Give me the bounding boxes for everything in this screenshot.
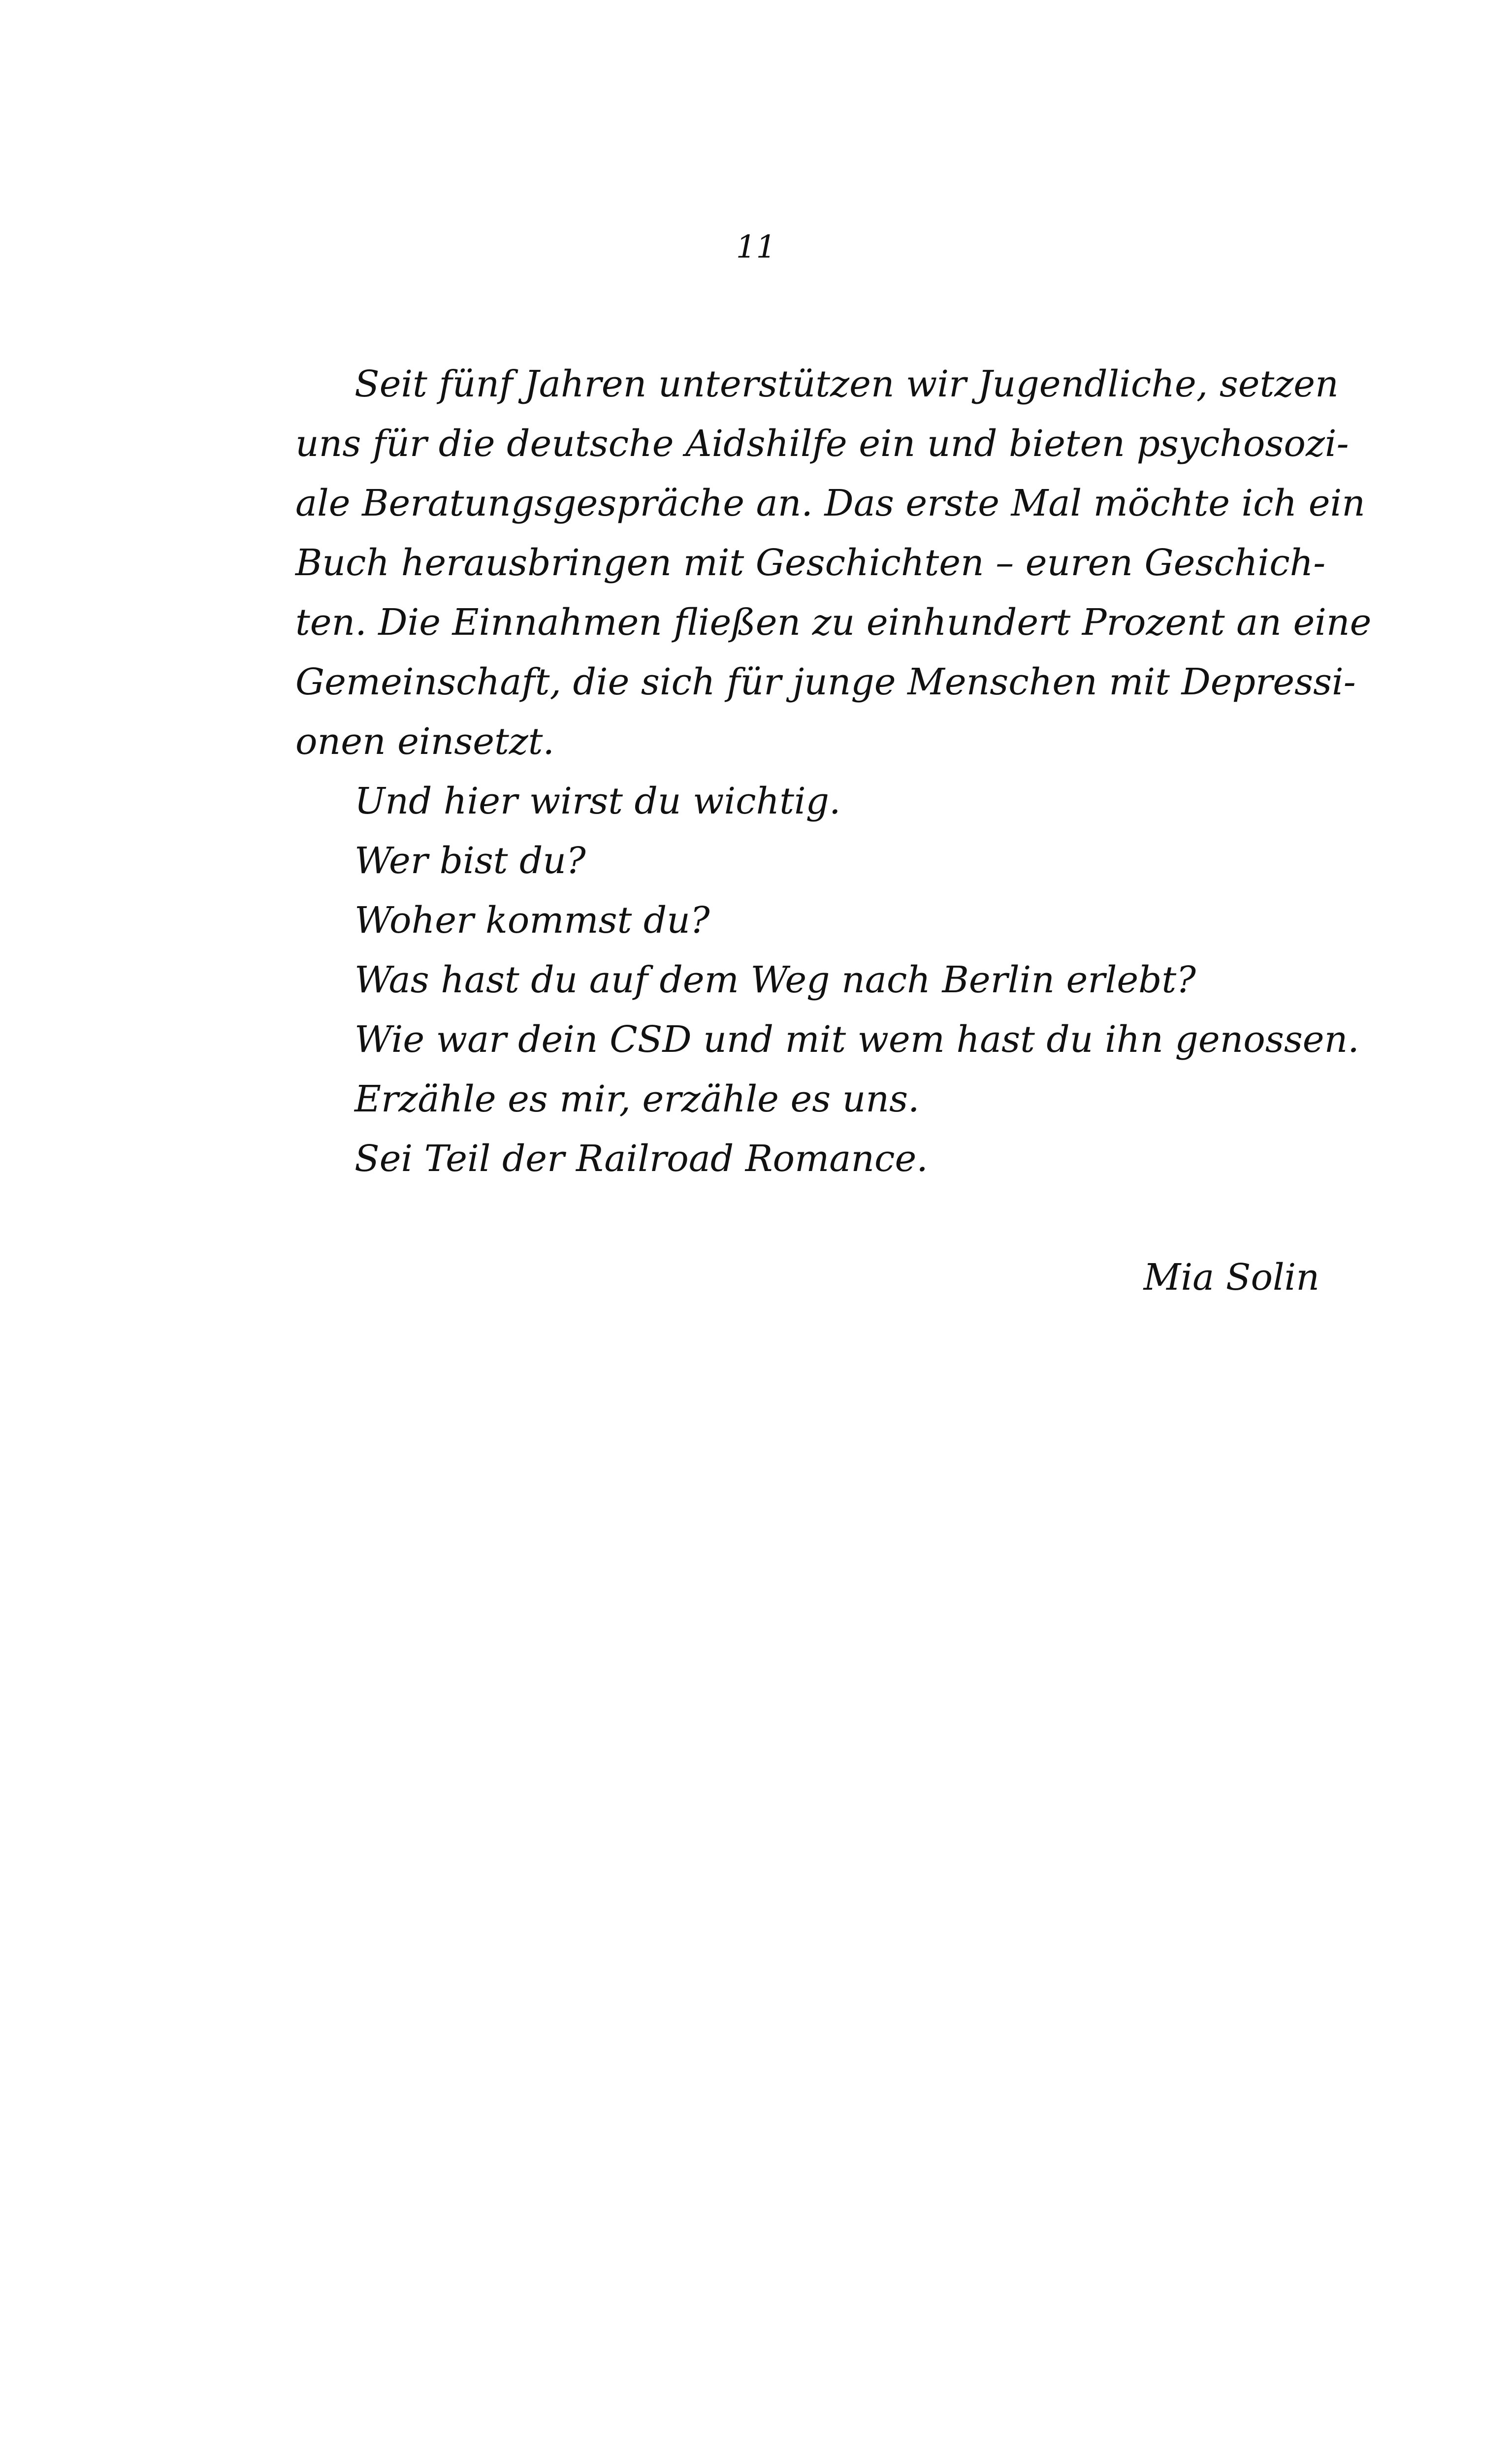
author-signature: Mia Solin xyxy=(1143,1256,1319,1299)
paragraph-line: uns für die deutsche Aidshilfe ein und bieten psychosozi- xyxy=(295,423,1349,465)
verse-line: Woher kommst du? xyxy=(354,899,710,942)
verse-line: Was hast du auf dem Weg nach Berlin erlebt? xyxy=(354,959,1196,1001)
page-number: 11 xyxy=(736,229,776,265)
verse-line: Und hier wirst du wichtig. xyxy=(354,780,841,822)
paragraph-line: ten. Die Einnahmen fließen zu einhundert Prozent an eine xyxy=(295,601,1372,644)
verse-line: Sei Teil der Railroad Romance. xyxy=(354,1138,928,1180)
paragraph-line: Buch herausbringen mit Geschichten – euren Geschich- xyxy=(295,542,1326,584)
main-text xyxy=(295,355,1372,1307)
paragraph-line: Gemeinschaft, die sich für junge Menschen mit Depressi- xyxy=(295,661,1356,703)
paragraph-line: Seit fünf Jahren unterstützen wir Jugendliche, setzen xyxy=(354,363,1339,405)
verse-line: Wer bist du? xyxy=(354,840,586,882)
verse-line: Wie war dein CSD und mit wem hast du ihn genossen. xyxy=(354,1018,1359,1061)
verse-line: Erzähle es mir, erzähle es uns. xyxy=(354,1078,920,1120)
paragraph-line: ale Beratungsgespräche an. Das erste Mal möchte ich ein xyxy=(295,482,1365,524)
paragraph-line: onen einsetzt. xyxy=(295,720,555,763)
